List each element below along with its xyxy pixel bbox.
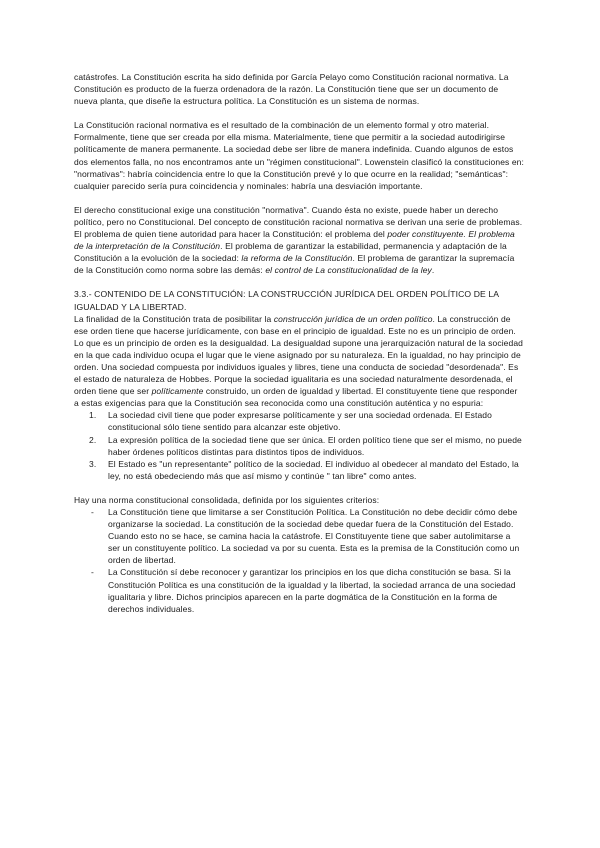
- list-dash: -: [91, 507, 94, 517]
- list-item-text: La Constitución tiene que limitarse a ser Constitución Política. La Constitución no debe decidir cómo debe organizarse la sociedad. La constitución de la sociedad debe quedar fuera de la Constitución del Estado. Cuando esto no se hace, se camina hacia la catástrofe. El Constituyente tiene que saber autolimitarse a ser un constituyente político. La sociedad va por su cuenta. Esta es la premisa de la Constitución como un orden de libertad.: [108, 507, 520, 566]
- list-dash: -: [91, 567, 94, 578]
- list-item-text: La sociedad civil tiene que poder expresarse políticamente y ser una sociedad ordenada. El Estado constitucional sólo tiene sentido para alcanzar este objetivo.: [108, 410, 492, 433]
- list-number: 1.: [89, 410, 97, 421]
- paragraph-intro: catástrofes. La Constitución escrita ha sido definida por García Pelayo como Constitución racional normativa. La Constitución es producto de la fuerza ordenadora de la razón. La Constitución tiene que ser un documento de nueva planta, que diseñe la estructura política. La Constitución es un sistema de normas.: [74, 72, 509, 107]
- bullet-list: [74, 506, 524, 615]
- text-run: . El problema de garantizar la supremacía de la Constitución como norma sobre las demás:: [74, 253, 515, 276]
- emphasis-politicamente: políticamente: [151, 386, 204, 397]
- text-run: La finalidad de la Constitución trata de posibilitar la: [74, 313, 274, 324]
- document-page: [74, 71, 524, 615]
- paragraph-derecho-constitucional: [74, 204, 524, 277]
- list-item-text: El Estado es "un representante" político de la sociedad. El individuo al obedecer al mandato del Estado, la ley, no está obedeciendo más que así mismo y continúe " tan libre" como antes.: [108, 458, 519, 481]
- list-item: [74, 434, 524, 458]
- section-heading: 3.3.- CONTENIDO DE LA CONSTITUCIÓN: LA CONSTRUCCIÓN JURÍDICA DEL ORDEN POLÍTICO DE LA IGUALDAD Y LA LIBERTAD.: [74, 289, 499, 312]
- emphasis-control: el control de La constitucionalidad de la ley: [265, 265, 432, 276]
- list-item: [74, 458, 524, 482]
- paragraph-racional-normativa: La Constitución racional normativa es el resultado de la combinación de un elemento formal y otro material. Formalmente, tiene que ser creada por ella misma. Materialmente, tiene que permitir a la sociedad autodirigirse políticamente de manera permanente. La sociedad debe ser libre de manera indefinida. Cuando algunos de estos dos elementos falla, no nos encontramos ante un "régimen constitucional". Lowenstein clasificó la constituciones en: "normativas": habría coincidencia entre lo que la Constitución prevé y lo que ocurre en la realidad; "semánticas": cualquier parecido sería pura coincidencia y nominales: habría una desviación importante.: [74, 120, 524, 191]
- list-item: [74, 409, 524, 433]
- list-number: 2.: [89, 434, 97, 445]
- numbered-list: [74, 409, 524, 482]
- paragraph-criterios: Hay una norma constitucional consolidada, definida por los siguientes criterios:: [74, 494, 380, 505]
- text-run: . La construcción de ese orden tiene que hacerse jurídicamente, con base en el principio de igualdad. Este no es un principio de orden. Lo que es un principio de orden es la desigualdad. La desigualdad supone una jerarquización natural de la sociedad en la que cada individuo ocupa el lugar que le viene asignado por su naturaleza. En la igualdad, no hay principio de orden. Una sociedad compuesta por individuos iguales y libres, tiene una conducta de sociedad "desordenada". Es el estado de naturaleza de Hobbes. Porque la sociedad igualitaria es una sociedad naturalmente desordenada, el orden tiene que ser: [74, 313, 523, 397]
- list-number: 3.: [89, 458, 97, 469]
- list-item-text: La expresión política de la sociedad tiene que ser única. El orden político tiene que ser el mismo, no puede haber órdenes políticos distintas para distintos tipos de individuos.: [108, 434, 522, 457]
- emphasis-construccion: construcción jurídica de un orden político: [273, 313, 433, 324]
- list-item: [74, 506, 524, 566]
- text-run: construido, un orden de igualdad y libertad. El constituyente tiene que responder a estas exigencias para que la Constitución sea reconocida como una constitución auténtica y no espuria:: [74, 386, 518, 409]
- text-run: .: [431, 265, 435, 276]
- text-run: El derecho constitucional exige una constitución "normativa". Cuando ésta no existe, puede haber un derecho político, pero no Constitucional. Del concepto de constitución racional normativa se derivan una serie de problemas. El problema de quien tiene autoridad para hacer la Constitución: el problema del: [74, 204, 523, 240]
- paragraph-finalidad: [74, 313, 524, 410]
- emphasis-poder-constituyente: poder constituyente. El problema de la interpretación de la Constitución: [74, 229, 515, 252]
- list-item: [74, 566, 524, 614]
- text-run: . El problema de garantizar la estabilidad, permanencia y adaptación de la Constitución a la evolución de la sociedad:: [74, 241, 507, 264]
- list-item-text: La Constitución sí debe reconocer y garantizar los principios en los que dicha constitución se basa. Si la Constitución Política es una constitución de la igualdad y la libertad, la sociedad arranca de una sociedad igualitaria y libre. Dichos principios aparecen en la parte dogmática de la Constitución en la forma de derechos individuales.: [108, 567, 516, 614]
- emphasis-reforma: la reforma de la Constitución: [241, 253, 353, 264]
